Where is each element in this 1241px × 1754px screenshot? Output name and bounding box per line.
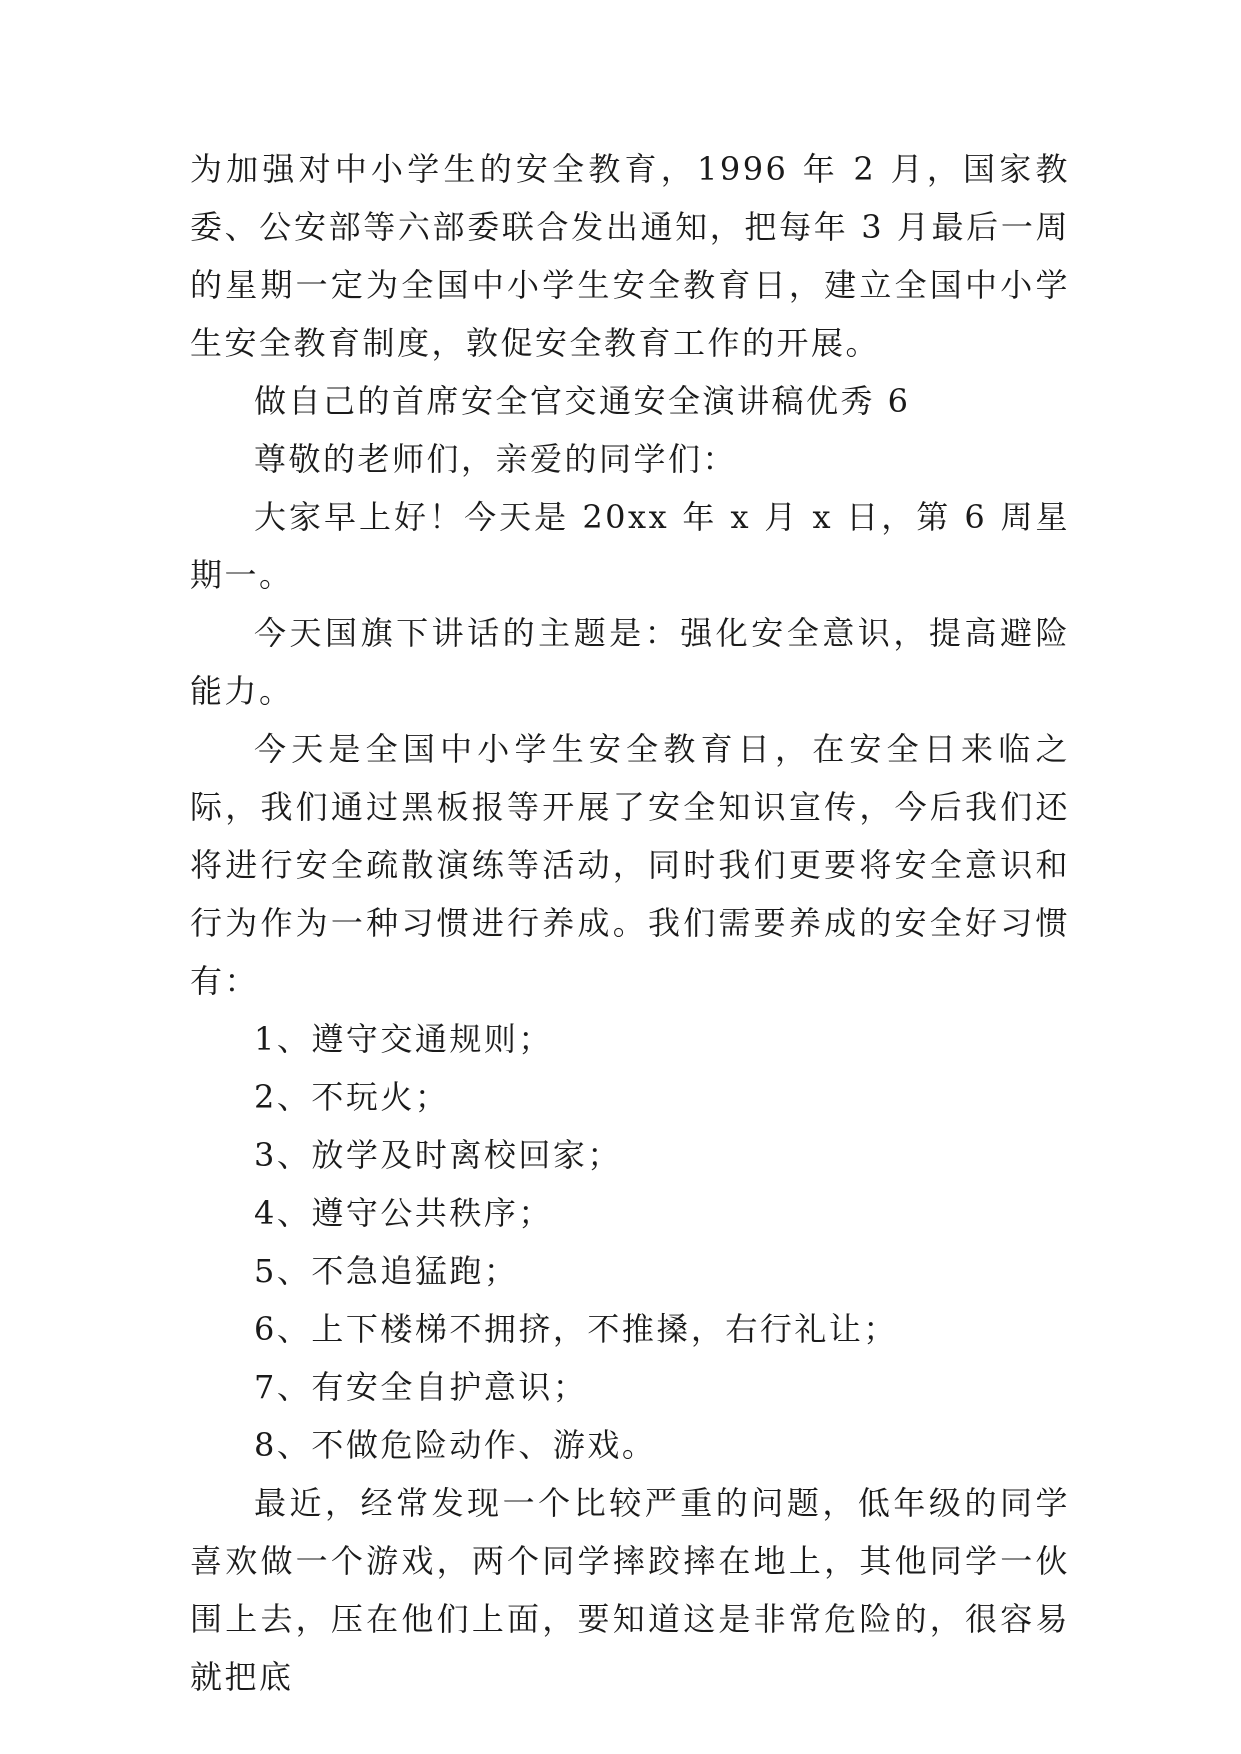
greeting-date: 大家早上好！今天是 20xx 年 x 月 x 日，第 6 周星期一。 xyxy=(190,498,1070,594)
list-item: 4、遵守公共秩序； xyxy=(254,1194,553,1232)
list-item: 6、上下楼梯不拥挤，不推搡，右行礼让； xyxy=(254,1310,898,1348)
paragraph-closing: 最近，经常发现一个比较严重的问题，低年级的同学喜欢做一个游戏，两个同学摔跤摔在地上，其他同学一伙围上去，压在他们上面，要知道这是非常危险的，很容易就把底 xyxy=(190,1484,1070,1696)
list-item: 3、放学及时离校回家； xyxy=(254,1136,622,1174)
paragraph-safety-day: 今天是全国中小学生安全教育日，在安全日来临之际，我们通过黑板报等开展了安全知识宣传，今后我们还将进行安全疏散演练等活动，同时我们更要将安全意识和行为作为一种习惯进行养成。我们需要养成的安全好习惯有： xyxy=(190,730,1070,1000)
list-item: 1、遵守交通规则； xyxy=(254,1020,553,1058)
safety-habits-list xyxy=(190,1010,1070,1474)
speech-theme: 今天国旗下讲话的主题是：强化安全意识，提高避险能力。 xyxy=(190,614,1070,710)
list-item: 8、不做危险动作、游戏。 xyxy=(254,1426,657,1464)
paragraph-intro: 为加强对中小学生的安全教育，1996 年 2 月，国家教委、公安部等六部委联合发出通知，把每年 3 月最后一周的星期一定为全国中小学生安全教育日，建立全国中小学生安全教育制度，敦促安全教育工作的开展。 xyxy=(190,150,1070,362)
speech-title: 做自己的首席安全官交通安全演讲稿优秀 6 xyxy=(254,382,911,420)
list-item: 7、有安全自护意识； xyxy=(254,1368,588,1406)
list-item: 5、不急追猛跑； xyxy=(254,1252,519,1290)
salutation: 尊敬的老师们，亲爱的同学们： xyxy=(254,440,738,478)
list-item: 2、不玩火； xyxy=(254,1078,450,1116)
document-body xyxy=(190,140,1070,1706)
